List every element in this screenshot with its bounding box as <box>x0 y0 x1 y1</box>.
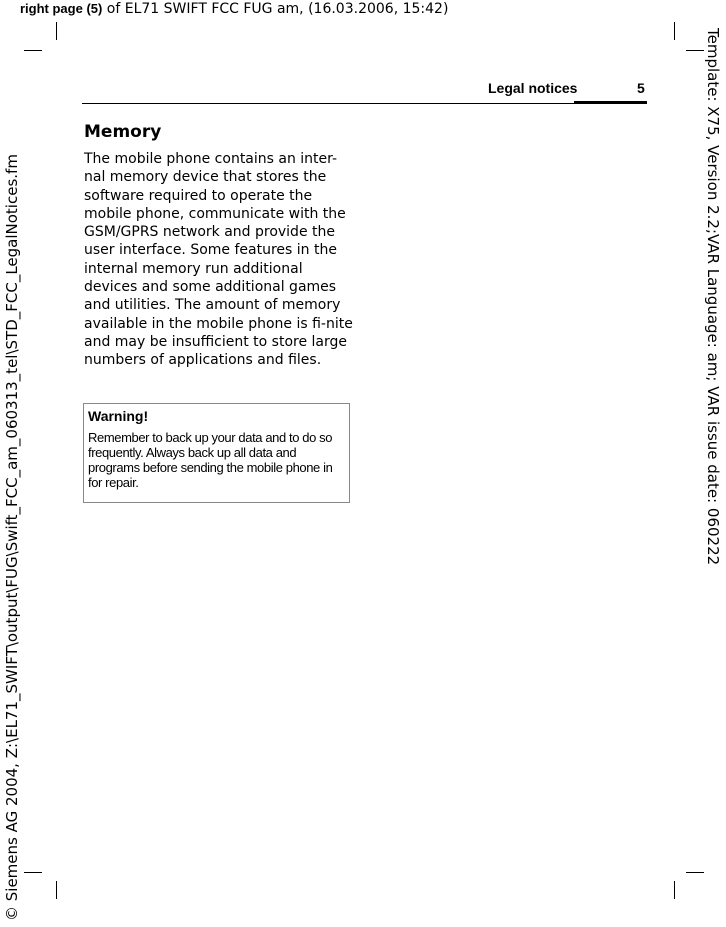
page-header-title: Legal notices <box>488 80 578 96</box>
crop-mark <box>56 22 57 40</box>
crop-mark <box>674 22 675 40</box>
page-number: 5 <box>637 80 645 96</box>
header-tab-marker <box>574 101 647 104</box>
margin-template-info: Template: X75, Version 2.2;VAR Language: am; VAR issue date: 060222 <box>704 28 722 566</box>
crop-mark <box>686 872 704 873</box>
margin-file-path: © Siemens AG 2004, Z:\EL71_SWIFT\output\FUG\Swift_FCC_am_060313_tel\STD_FCC_LegalNotices.fm <box>3 154 21 921</box>
crop-mark <box>56 881 57 899</box>
warning-box <box>83 403 350 503</box>
print-info-label: right page (5) <box>20 1 103 16</box>
section-heading: Memory <box>84 122 162 142</box>
warning-title: Warning! <box>88 408 149 424</box>
crop-mark <box>24 50 42 51</box>
section-body: The mobile phone contains an inter-nal memory device that stores the software required to operate the mobile phone, communicate with the GSM/GPRS network and provide the user interface. Some features in the internal memory run additional devices and some additional games and utilities. The amount of memory available in the mobile phone is fi-nite and may be insufficient to store large numbers of applications and files. <box>84 151 353 369</box>
warning-text: Remember to back up your data and to do so frequently. Always back up all data and programs before sending the mobile phone in for repair. <box>88 430 333 490</box>
print-info <box>20 0 448 18</box>
print-info-text: of EL71 SWIFT FCC FUG am, (16.03.2006, 15:42) <box>102 1 449 17</box>
crop-mark <box>674 881 675 899</box>
header-rule <box>82 103 647 104</box>
crop-mark <box>24 872 42 873</box>
crop-mark <box>686 50 704 51</box>
